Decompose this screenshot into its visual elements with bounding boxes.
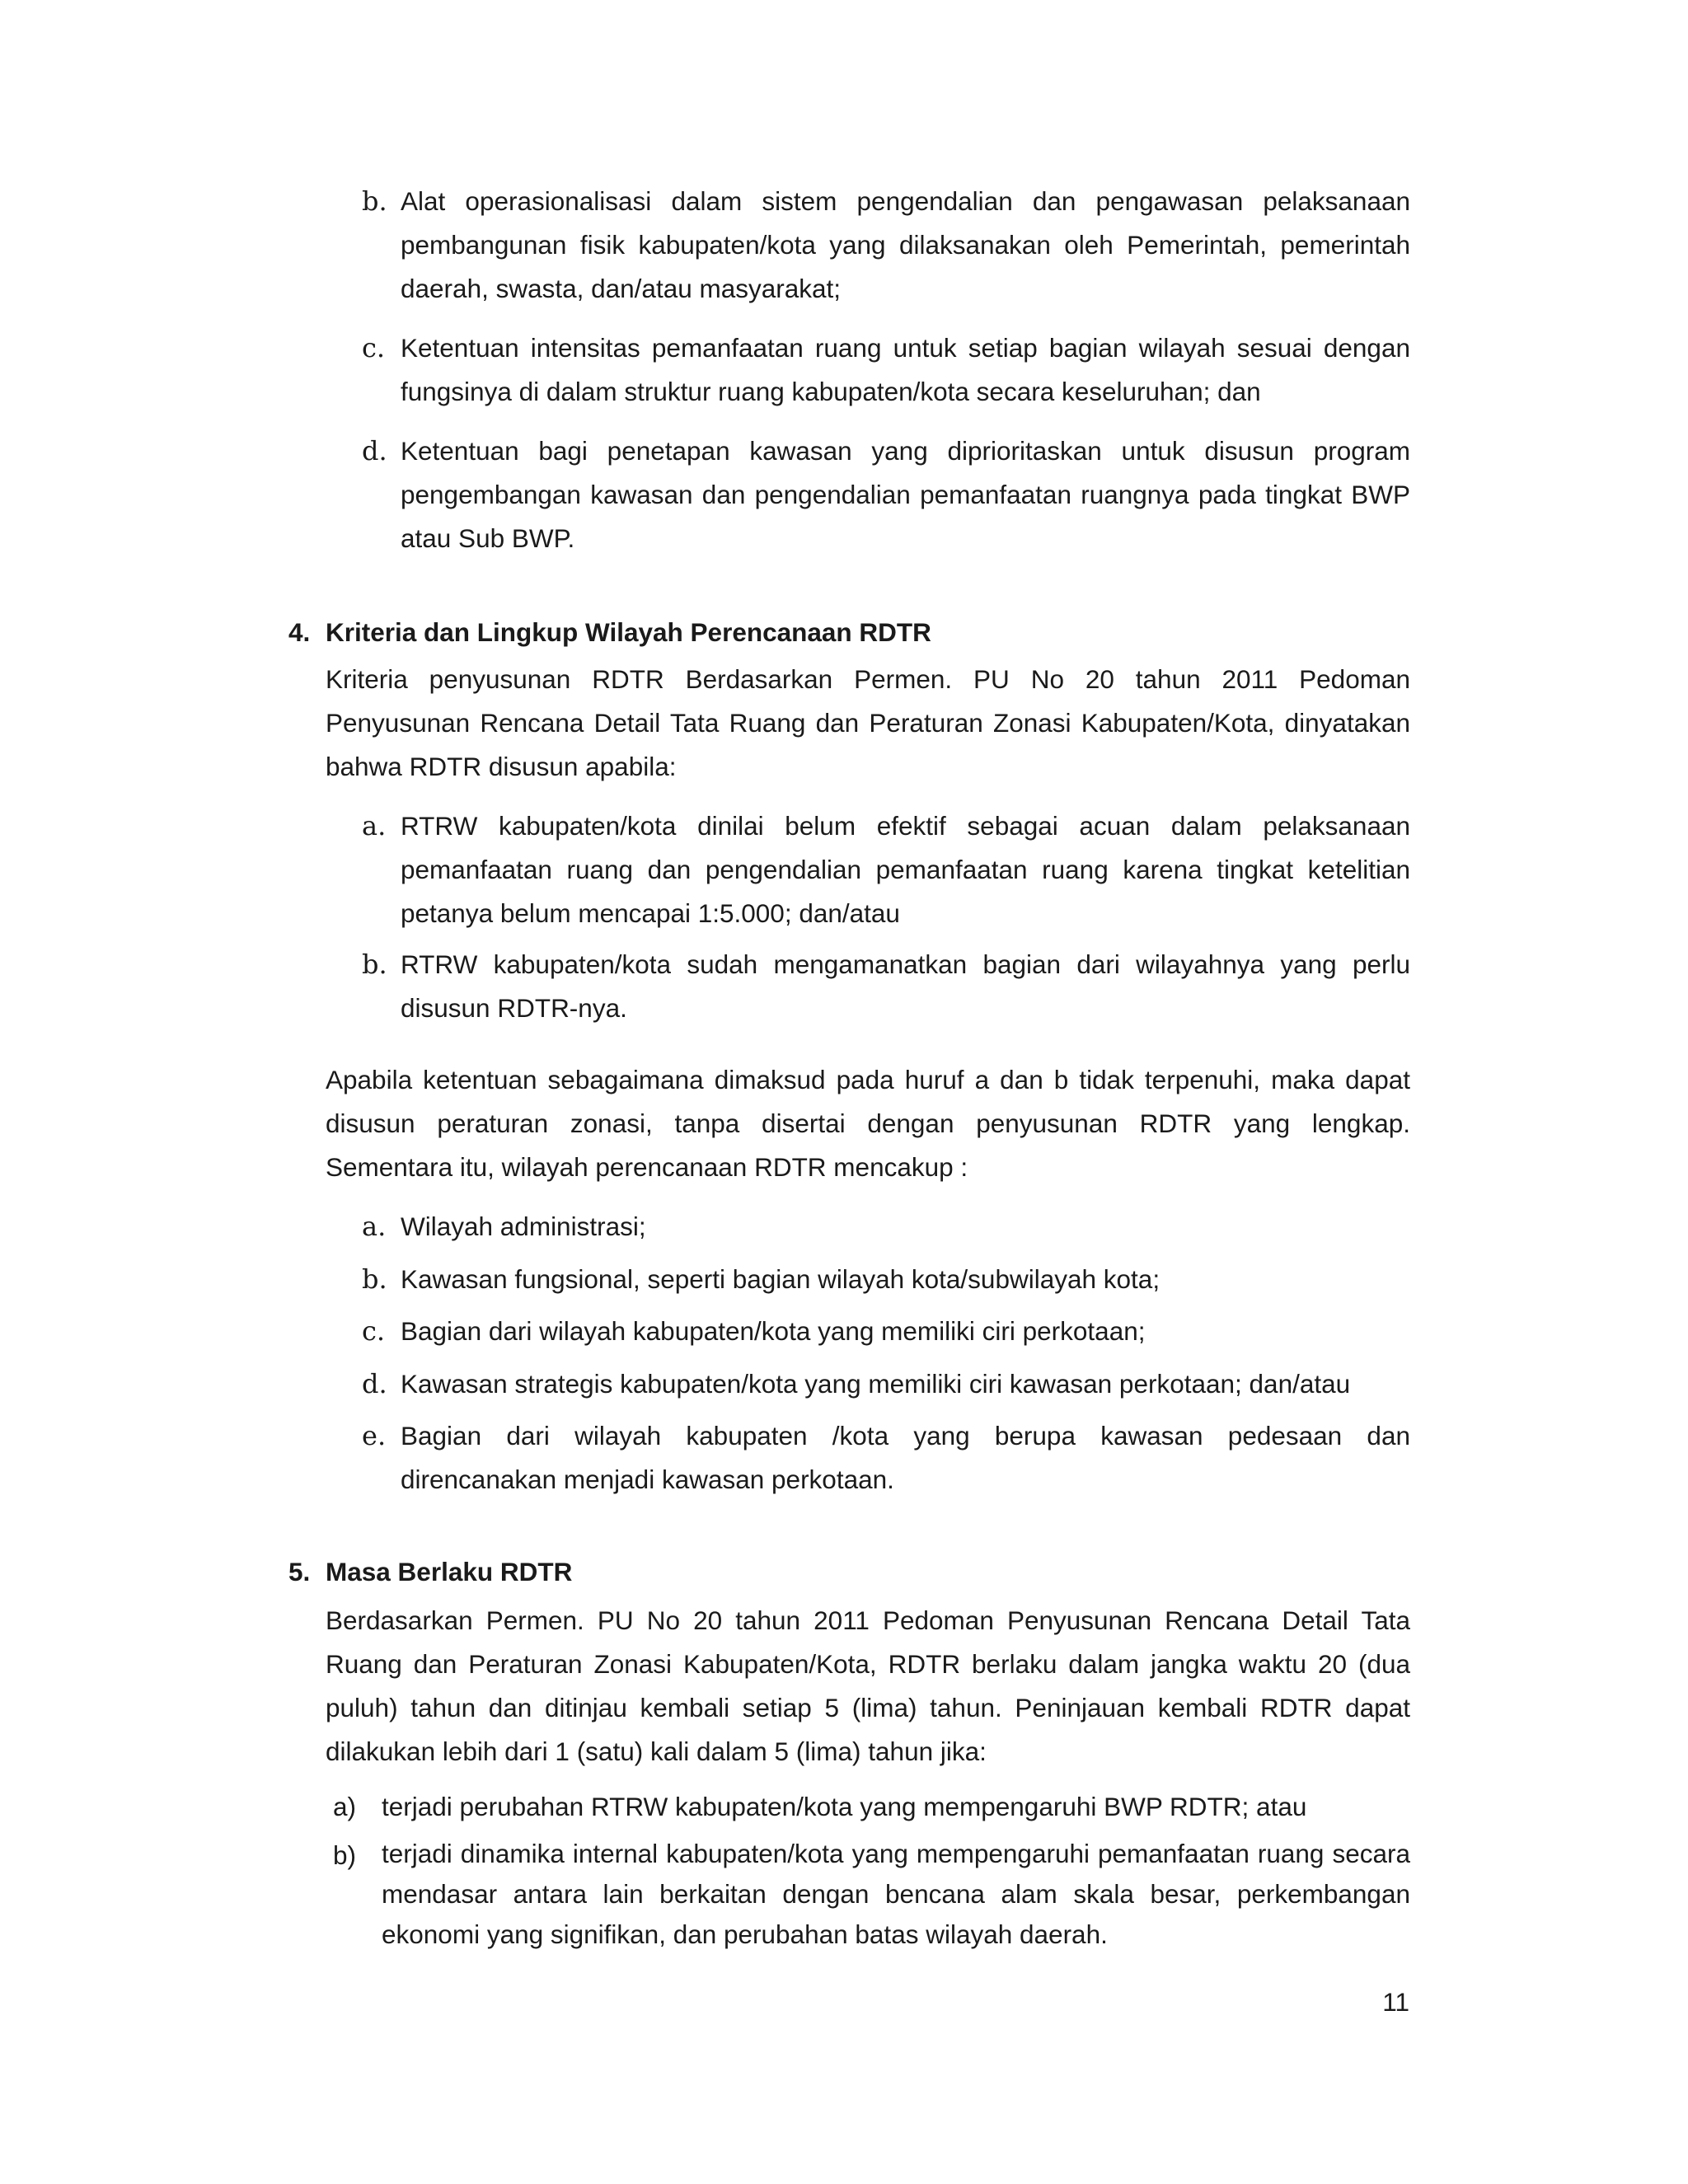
list-marker: d. (362, 435, 387, 466)
section-number: 5. (288, 1557, 311, 1586)
section-paragraph: Berdasarkan Permen. PU No 20 tahun 2011 Pedoman Penyusunan Rencana Detail Tata Ruang dan Peraturan Zonasi Kabupaten/Kota, RDTR berlaku dalam jangka waktu 20 (dua puluh) tahun dan ditinjau kembali setiap 5 (lima) tahun. Peninjauan kembali RDTR dapat dilakukan lebih dari 1 (satu) kali dalam 5 (lima) tahun jika: (326, 1605, 1410, 1766)
list-item (362, 1205, 1410, 1249)
list-item-text: Bagian dari wilayah kabupaten/kota yang memiliki ciri perkotaan; (401, 1316, 1146, 1346)
list-item (362, 429, 1410, 561)
list-item (362, 943, 1410, 1030)
section-number: 4. (288, 617, 311, 647)
list-marker: c. (362, 332, 386, 363)
list-marker: d. (362, 1368, 387, 1399)
list-item (362, 1310, 1410, 1353)
list-marker: b. (362, 185, 387, 217)
page-number: 11 (1382, 1987, 1409, 2017)
list-item-text: Ketentuan bagi penetapan kawasan yang diprioritaskan untuk disusun program pengembangan kawasan dan pengendalian pemanfaatan ruangnya pada tingkat BWP atau Sub BWP. (401, 436, 1410, 553)
list-marker: a) (333, 1792, 357, 1821)
list-item (362, 1362, 1410, 1406)
list-marker: b. (362, 1263, 387, 1295)
list-marker: a. (362, 810, 387, 841)
list-item-text: Alat operasionalisasi dalam sistem pengendalian dan pengawasan pelaksanaan pembangunan fisik kabupaten/kota yang dilaksanakan oleh Pemerintah, pemerintah daerah, swasta, dan/atau masyarakat; (401, 186, 1410, 303)
list-marker: a. (362, 1211, 387, 1242)
list-item-text: Kawasan strategis kabupaten/kota yang memiliki ciri kawasan perkotaan; dan/atau (401, 1369, 1351, 1399)
list-marker: e. (362, 1420, 387, 1451)
list-marker: b. (362, 949, 387, 980)
list-item (333, 1785, 1410, 1829)
section-paragraph: Kriteria penyusunan RDTR Berdasarkan Permen. PU No 20 tahun 2011 Pedoman Penyusunan Rencana Detail Tata Ruang dan Peraturan Zonasi Kabupaten/Kota, dinyatakan bahwa RDTR disusun apabila: (326, 664, 1410, 781)
list-item-text: Kawasan fungsional, seperti bagian wilayah kota/subwilayah kota; (401, 1264, 1160, 1294)
list-item (333, 1834, 1410, 1957)
section-heading (288, 611, 1195, 654)
list-item-text: Wilayah administrasi; (401, 1212, 646, 1241)
list-item (362, 804, 1410, 936)
list-item-text: Ketentuan intensitas pemanfaatan ruang untuk setiap bagian wilayah sesuai dengan fungsinya di dalam struktur ruang kabupaten/kota secara keseluruhan; dan (401, 333, 1410, 406)
section-title: Masa Berlaku RDTR (326, 1557, 573, 1586)
list-item (362, 1258, 1410, 1301)
list-item-text: terjadi perubahan RTRW kabupaten/kota yang mempengaruhi BWP RDTR; atau (382, 1792, 1307, 1821)
list-item (362, 326, 1410, 414)
section-title: Kriteria dan Lingkup Wilayah Perencanaan RDTR (326, 617, 931, 647)
list-item (362, 1414, 1410, 1502)
list-item (362, 180, 1410, 312)
list-marker: c. (362, 1315, 386, 1347)
section-paragraph: Apabila ketentuan sebagaimana dimaksud pada huruf a dan b tidak terpenuhi, maka dapat disusun peraturan zonasi, tanpa disertai dengan penyusunan RDTR yang lengkap. Sementara itu, wilayah perencanaan RDTR mencakup : (326, 1065, 1440, 1182)
list-item-text: RTRW kabupaten/kota dinilai belum efektif sebagai acuan dalam pelaksanaan pemanfaatan ruang dan pengendalian pemanfaatan ruang karena tingkat ketelitian petanya belum mencapai 1:5.000; dan/atau (401, 811, 1410, 928)
list-marker: b) (333, 1840, 357, 1870)
list-item-text: terjadi dinamika internal kabupaten/kota yang mempengaruhi pemanfaatan ruang secara mendasar antara lain berkaitan dengan bencana alam skala besar, perkembangan ekonomi yang signifikan, dan perubahan batas wilayah daerah. (382, 1839, 1410, 1949)
list-item-text: Bagian dari wilayah kabupaten /kota yang berupa kawasan pedesaan dan direncanakan menjadi kawasan perkotaan. (401, 1421, 1410, 1494)
section-heading (288, 1550, 1195, 1594)
list-item-text: RTRW kabupaten/kota sudah mengamanatkan bagian dari wilayahnya yang perlu disusun RDTR-nya. (401, 949, 1410, 1023)
